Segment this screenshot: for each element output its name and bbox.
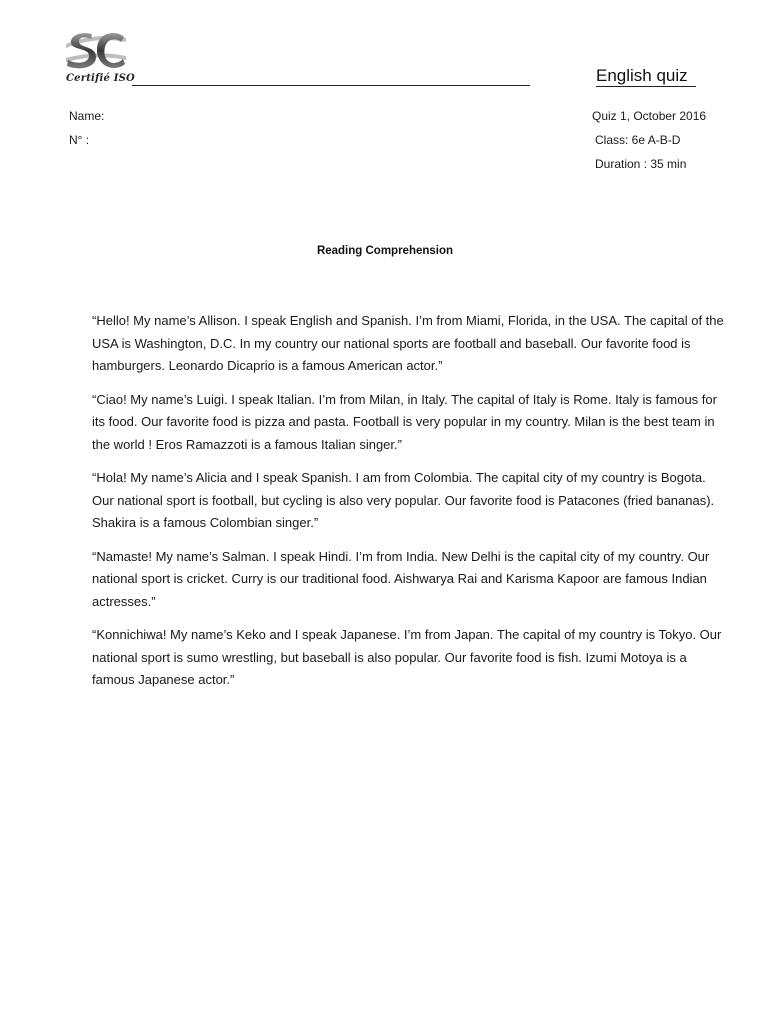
quiz-class: Class: 6e A-B-D bbox=[595, 133, 681, 147]
passage-alicia: “Hola! My name’s Alicia and I speak Spanish. I am from Colombia. The capital city of my country is Bogota. Our national sport is football, but cycling is also very popular. Our favorite food is Patacones (fried bananas). Shakira is a famous Colombian singer.” bbox=[92, 470, 715, 530]
title-underline bbox=[596, 86, 696, 87]
passage-keko: “Konnichiwa! My name’s Keko and I speak Japanese. I’m from Japan. The capital of my country is Tokyo. Our national sport is sumo wrestling, but baseball is also popular. Our favorite food is fish. Izumi Motoya is a famous Japanese actor.” bbox=[92, 627, 722, 687]
passage-luigi: “Ciao! My name’s Luigi. I speak Italian. I’m from Milan, in Italy. The capital of Italy is Rome. Italy is famous for its food. Our favorite food is pizza and pasta. Football is very popular in my country. Milan is the best team in the world ! Eros Ramazzoti is a famous Italian singer.” bbox=[92, 391, 717, 452]
number-label: N° : bbox=[69, 133, 90, 147]
header-rule bbox=[132, 85, 530, 86]
document-title: English quiz bbox=[596, 66, 688, 85]
quiz-date: Quiz 1, October 2016 bbox=[592, 109, 707, 123]
name-label: Name: bbox=[69, 109, 105, 123]
logo-caption: Certifié ISO bbox=[66, 73, 135, 84]
quiz-info bbox=[592, 104, 706, 176]
section-heading: Reading Comprehension bbox=[316, 245, 454, 257]
student-fields bbox=[69, 104, 104, 152]
reading-passages bbox=[92, 310, 726, 703]
sc-logo-icon bbox=[64, 28, 128, 76]
passage-salman: “Namaste! My name’s Salman. I speak Hindi. I’m from India. New Delhi is the capital city of my country. Our national sport is cricket. Curry is our traditional food. Aishwarya Rai and Karisma Kapoor are famous Indian actresses.” bbox=[92, 548, 710, 609]
quiz-duration: Duration : 35 min bbox=[595, 157, 687, 171]
passage-allison: “Hello! My name’s Allison. I speak English and Spanish. I’m from Miami, Florida, in the USA. The capital of the USA is Washington, D.C. In my country our national sports are football and baseball. Our favorite food is hamburgers. Leonardo Dicaprio is a famous American actor.” bbox=[92, 313, 724, 373]
